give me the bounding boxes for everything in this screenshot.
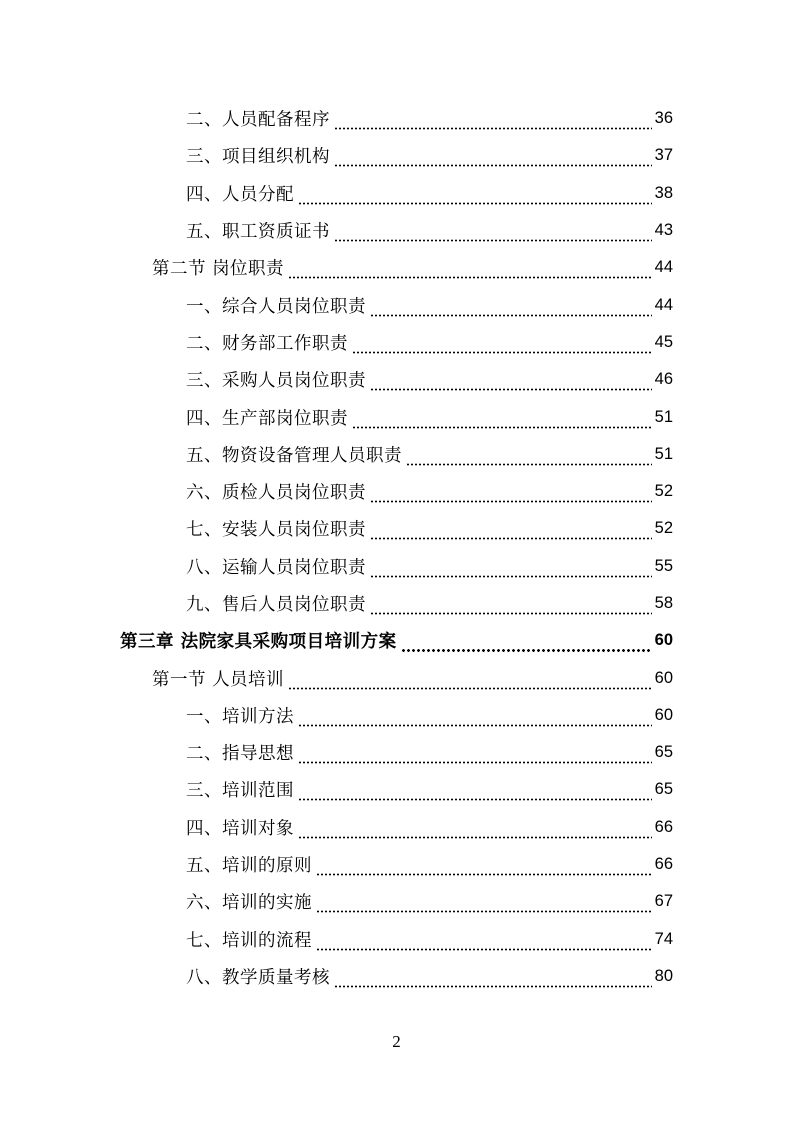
dot-leader xyxy=(370,598,652,615)
toc-entry-title: 二、人员配备程序 xyxy=(186,110,330,131)
dot-leader xyxy=(288,262,652,279)
toc-entry-title: 八、运输人员岗位职责 xyxy=(186,557,366,578)
dot-leader xyxy=(316,934,652,951)
toc-entry-item[interactable] xyxy=(0,510,793,547)
toc-entry-page: 38 xyxy=(654,183,673,202)
dot-leader xyxy=(298,784,652,801)
dot-leader xyxy=(334,225,652,242)
dot-leader xyxy=(352,337,652,354)
toc-entry-item[interactable] xyxy=(0,175,793,212)
toc-entry-page: 66 xyxy=(654,855,673,874)
toc-entry-page: 52 xyxy=(654,482,673,501)
toc-entry-title: 第一节 人员培训 xyxy=(152,669,285,690)
toc-entry-page: 45 xyxy=(654,332,673,351)
toc-entry-title: 第二节 岗位职责 xyxy=(152,259,285,280)
toc-entry-page: 58 xyxy=(654,594,673,612)
toc-entry-item[interactable] xyxy=(0,734,793,771)
toc-entry-page: 44 xyxy=(654,295,673,314)
toc-entry-page: 51 xyxy=(654,407,673,426)
toc-entry-page: 65 xyxy=(654,743,673,762)
toc-entry-title: 七、培训的流程 xyxy=(186,930,312,951)
toc-entry-title: 五、职工资质证书 xyxy=(186,222,330,243)
toc-entry-item[interactable] xyxy=(0,771,793,808)
toc-entry-title: 四、培训对象 xyxy=(186,818,294,839)
toc-entry-title: 八、教学质量考核 xyxy=(186,967,330,988)
toc-entry-title: 四、人员分配 xyxy=(186,184,294,205)
toc-entry-page: 80 xyxy=(654,966,673,985)
toc-entry-item[interactable] xyxy=(0,324,793,361)
dot-leader xyxy=(316,896,652,913)
toc-entry-page: 55 xyxy=(654,556,673,575)
toc-entry-item[interactable] xyxy=(0,809,793,846)
toc-entry-title: 一、培训方法 xyxy=(186,706,294,727)
dot-leader xyxy=(370,561,652,578)
toc-entry-item[interactable] xyxy=(0,436,793,473)
toc-entry-page: 60 xyxy=(654,705,673,724)
dot-leader xyxy=(334,150,652,167)
toc-entry-title: 三、培训范围 xyxy=(186,781,294,802)
table-of-contents xyxy=(0,100,793,995)
dot-leader xyxy=(298,188,652,205)
toc-entry-page: 37 xyxy=(654,146,673,165)
toc-entry-item[interactable] xyxy=(0,883,793,920)
dot-leader xyxy=(298,747,652,764)
toc-entry-item[interactable] xyxy=(0,921,793,958)
toc-entry-item[interactable] xyxy=(0,585,793,622)
toc-entry-title: 一、综合人员岗位职责 xyxy=(186,296,366,317)
dot-leader xyxy=(406,449,652,466)
toc-entry-item[interactable] xyxy=(0,100,793,137)
toc-entry-title: 五、物资设备管理人员职责 xyxy=(186,445,402,466)
toc-entry-chapter[interactable] xyxy=(0,622,793,659)
toc-entry-title: 二、财务部工作职责 xyxy=(186,333,348,354)
toc-entry-item[interactable] xyxy=(0,473,793,510)
toc-entry-page: 67 xyxy=(654,892,673,911)
page-number: 2 xyxy=(392,1032,401,1051)
toc-entry-title: 五、培训的原则 xyxy=(186,856,312,877)
toc-entry-page: 60 xyxy=(654,668,673,687)
toc-entry-item[interactable] xyxy=(0,286,793,323)
toc-entry-page: 43 xyxy=(654,221,673,240)
toc-entry-item[interactable] xyxy=(0,846,793,883)
toc-entry-section[interactable] xyxy=(0,249,793,286)
dot-leader xyxy=(298,710,652,727)
dot-leader xyxy=(370,374,652,391)
toc-entry-title: 三、采购人员岗位职责 xyxy=(186,371,366,392)
toc-entry-title: 三、项目组织机构 xyxy=(186,147,330,168)
toc-entry-title: 四、生产部岗位职责 xyxy=(186,408,348,429)
toc-entry-item[interactable] xyxy=(0,697,793,734)
toc-entry-item[interactable] xyxy=(0,548,793,585)
toc-entry-title: 六、质检人员岗位职责 xyxy=(186,483,366,504)
toc-entry-page: 65 xyxy=(654,780,673,799)
dot-leader xyxy=(352,412,652,429)
toc-entry-item[interactable] xyxy=(0,137,793,174)
dot-leader xyxy=(370,300,652,317)
dot-leader xyxy=(401,635,652,652)
toc-entry-title: 九、售后人员岗位职责 xyxy=(186,595,366,615)
toc-entry-title: 二、指导思想 xyxy=(186,744,294,765)
dot-leader xyxy=(334,113,652,130)
toc-entry-item[interactable] xyxy=(0,958,793,995)
toc-entry-item[interactable] xyxy=(0,398,793,435)
toc-entry-page: 74 xyxy=(654,929,673,948)
dot-leader xyxy=(288,673,652,690)
dot-leader xyxy=(334,971,652,988)
toc-entry-page: 36 xyxy=(654,109,673,128)
dot-leader xyxy=(298,822,652,839)
toc-entry-item[interactable] xyxy=(0,212,793,249)
toc-entry-page: 66 xyxy=(654,817,673,836)
toc-entry-page: 52 xyxy=(654,519,673,538)
toc-entry-page: 60 xyxy=(654,631,673,650)
toc-entry-page: 44 xyxy=(654,258,673,277)
toc-entry-page: 51 xyxy=(654,444,673,463)
toc-entry-title: 第三章 法院家具采购项目培训方案 xyxy=(120,632,397,653)
toc-entry-title: 七、安装人员岗位职责 xyxy=(186,520,366,541)
dot-leader xyxy=(316,859,652,876)
toc-entry-title: 六、培训的实施 xyxy=(186,893,312,914)
dot-leader xyxy=(370,523,652,540)
toc-entry-section[interactable] xyxy=(0,659,793,696)
toc-entry-item[interactable] xyxy=(0,361,793,398)
dot-leader xyxy=(370,486,652,503)
toc-entry-page: 46 xyxy=(654,370,673,389)
